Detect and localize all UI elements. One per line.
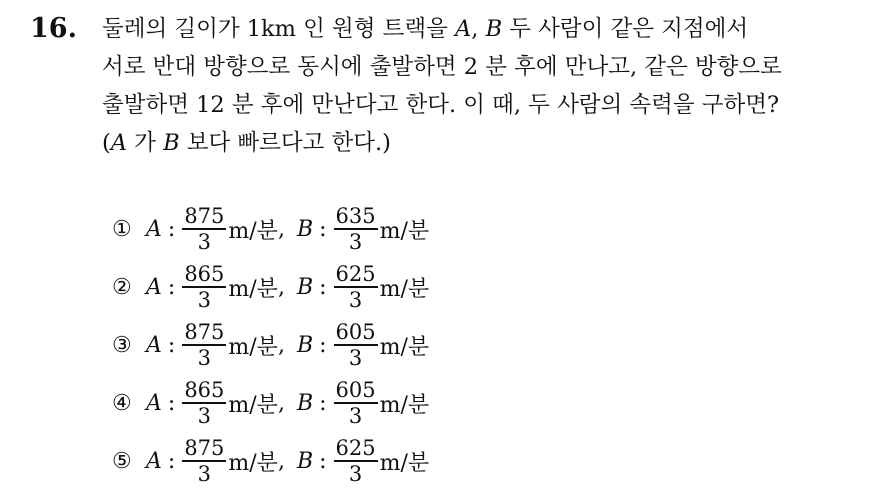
choice-number: ①: [112, 216, 132, 242]
question-text-segment: 두 사람이 같은 지점에서: [502, 16, 749, 42]
unit-label: m/분: [379, 218, 430, 244]
choice-number: ④: [112, 390, 132, 416]
question-text-segment: 출발하면 12 분 후에 만난다고 한다. 이 때, 두 사람의 속력을 구하면?: [102, 92, 780, 118]
colon: :: [167, 390, 176, 416]
fraction-denominator: 3: [197, 403, 212, 428]
colon: :: [319, 216, 327, 242]
unit-label: m/분: [379, 276, 430, 302]
question-text-segment: ,: [471, 16, 486, 42]
fraction-b: [334, 262, 378, 312]
unit-label: m/분: [228, 334, 278, 360]
math-variable: A: [110, 130, 128, 156]
math-variable: A: [455, 16, 472, 42]
fraction-denominator: 3: [348, 287, 363, 312]
answer-choice[interactable]: [112, 374, 429, 432]
unit-label: m/분: [228, 218, 278, 244]
fraction-numerator: 625: [335, 436, 376, 461]
colon: :: [319, 332, 327, 358]
fraction-numerator: 605: [335, 320, 376, 345]
colon: :: [319, 274, 327, 300]
choice-number: ⑤: [112, 448, 132, 474]
variable-b: B: [296, 274, 314, 300]
question-text: [102, 10, 872, 162]
answer-choice[interactable]: [112, 432, 429, 490]
fraction-denominator: 3: [197, 287, 212, 312]
fraction-a: [182, 436, 226, 486]
choice-number: ②: [112, 274, 132, 300]
fraction-numerator: 625: [335, 262, 376, 287]
fraction-numerator: 635: [335, 204, 376, 229]
variable-a: A: [146, 448, 162, 474]
unit-label: m/분: [228, 392, 278, 418]
fraction-numerator: 875: [184, 320, 225, 345]
separator: ,: [277, 274, 285, 300]
answer-choice[interactable]: [112, 258, 429, 316]
variable-b: B: [296, 332, 314, 358]
separator: ,: [277, 390, 285, 416]
unit-label: m/분: [228, 450, 278, 476]
unit-label: m/분: [379, 392, 430, 418]
fraction-denominator: 3: [197, 461, 212, 486]
fraction-a: [182, 378, 226, 428]
variable-b: B: [296, 448, 314, 474]
variable-a: A: [146, 390, 162, 416]
question-text-segment: 가: [127, 130, 164, 156]
unit-label: m/분: [379, 334, 430, 360]
question-number: 16.: [30, 13, 77, 44]
separator: ,: [277, 332, 285, 358]
fraction-numerator: 875: [184, 204, 225, 229]
question-line: [102, 124, 872, 162]
question-text-segment: 보다 빠르다고 한다.): [179, 130, 391, 156]
variable-a: A: [146, 274, 162, 300]
variable-a: A: [146, 332, 162, 358]
separator: ,: [277, 216, 285, 242]
unit-label: m/분: [379, 450, 430, 476]
variable-a: A: [146, 216, 162, 242]
math-variable: B: [485, 16, 503, 42]
answer-choice[interactable]: [112, 316, 429, 374]
colon: :: [319, 390, 327, 416]
question-text-segment: 둘레의 길이가 1km 인 원형 트랙을: [102, 16, 456, 42]
unit-label: m/분: [228, 276, 278, 302]
answer-choices: [112, 200, 429, 490]
fraction-denominator: 3: [348, 345, 363, 370]
fraction-denominator: 3: [348, 229, 363, 254]
fraction-b: [334, 436, 378, 486]
fraction-denominator: 3: [348, 461, 363, 486]
fraction-numerator: 605: [335, 378, 376, 403]
separator: ,: [277, 448, 285, 474]
question-text-segment: (: [102, 130, 111, 156]
answer-choice[interactable]: [112, 200, 429, 258]
fraction-numerator: 865: [184, 262, 225, 287]
question-line: [102, 10, 872, 48]
fraction-a: [182, 204, 226, 254]
colon: :: [167, 216, 176, 242]
variable-b: B: [296, 216, 314, 242]
question-line: [102, 48, 872, 86]
math-variable: B: [163, 130, 180, 156]
fraction-denominator: 3: [348, 403, 363, 428]
fraction-b: [334, 378, 378, 428]
fraction-a: [182, 320, 226, 370]
colon: :: [167, 448, 176, 474]
choice-number: ③: [112, 332, 132, 358]
fraction-b: [334, 204, 378, 254]
colon: :: [167, 274, 176, 300]
question-line: [102, 86, 872, 124]
fraction-a: [182, 262, 226, 312]
fraction-denominator: 3: [197, 345, 212, 370]
question-text-segment: 서로 반대 방향으로 동시에 출발하면 2 분 후에 만나고, 같은 방향으로: [102, 54, 782, 80]
colon: :: [167, 332, 176, 358]
variable-b: B: [296, 390, 314, 416]
fraction-b: [334, 320, 378, 370]
fraction-denominator: 3: [197, 229, 212, 254]
fraction-numerator: 865: [184, 378, 225, 403]
colon: :: [319, 448, 327, 474]
fraction-numerator: 875: [184, 436, 225, 461]
